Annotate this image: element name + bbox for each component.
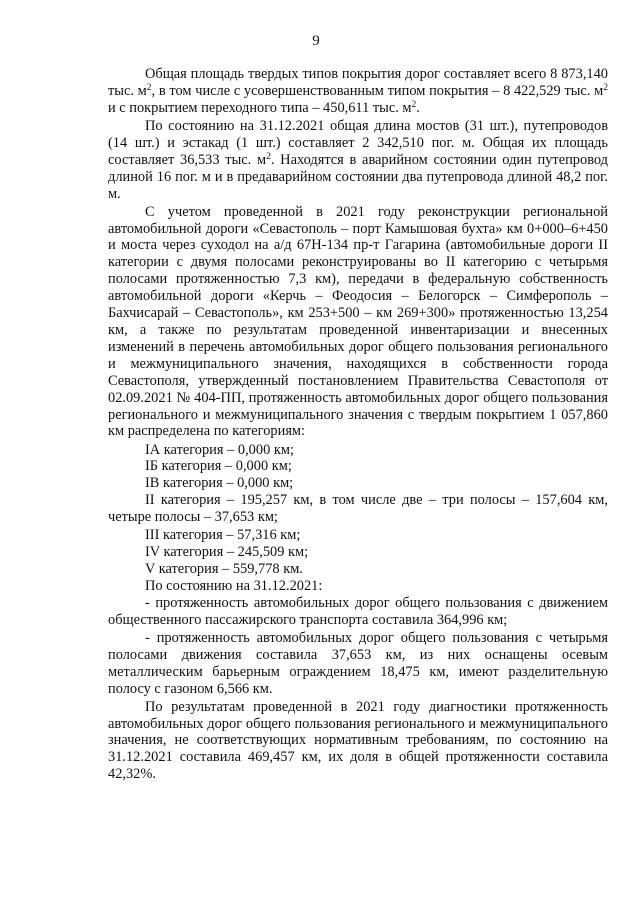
superscript: 2 [603,82,608,93]
category-item: IА категория – 0,000 км; [145,441,294,458]
paragraph-bullet-transport: - протяженность автомобильных дорог общего пользования с движением общественного пассажирского транспорта составила 364,996 км; [108,594,608,628]
category-item: IБ категория – 0,000 км; [145,458,292,475]
text-segment: , в том числе с усовершенствованным типом покрытия – 8 422,529 тыс. м [151,82,604,99]
text-segment: По состоянию на 31.12.2021 общая длина мостов (31 шт.), путепроводов (14 шт.) и эстакад (1 шт.) составляет 2 342,510 пог. м. Общая их площадь составляет 36,533 тыс. м [108,117,608,168]
category-item: IV категория – 245,509 км; [145,544,309,561]
text-segment: . [416,99,420,116]
text-segment: и с покрытием переходного типа – 450,611 тыс. м [108,99,412,116]
category-item-ii: II категория – 195,257 км, в том числе две – три полосы – 157,604 км, четыре полосы – 37,653 км; [108,492,608,526]
paragraph-bullet-four-lanes: - протяженность автомобильных дорог общего пользования с четырьмя полосами движения составила 37,653 км, из них оснащены осевым металлическим барьерным ограждением 18,475 км, имеют разделительную полосу с газоном 6,566 км. [108,629,608,697]
category-item: V категория – 559,778 км. [145,561,303,578]
page-number: 9 [312,33,320,49]
category-item: IВ категория – 0,000 км; [145,475,294,492]
paragraph-diagnostics: По результатам проведенной в 2021 году диагностики протяженность автомобильных дорог общего пользования регионального и межмуниципального значения, не соответствующих нормативным требованиям, по состоянию на 31.12.2021 составила 469,457 км, их доля в общей протяженности составила 42,32%. [108,698,608,783]
text-segment: Общая площадь твердых типов покрытия дорог составляет всего 8 873,140 тыс. м [108,66,608,99]
paragraph-road-surface [108,66,608,117]
document-body [108,66,608,784]
paragraph-status-date: По состоянию на 31.12.2021: [145,577,323,594]
superscript: 2 [146,82,152,93]
category-item: III категория – 57,316 км; [145,527,301,544]
superscript: 2 [266,151,271,162]
paragraph-reconstruction: С учетом проведенной в 2021 году реконструкции региональной автомобильной дороги «Севастополь – порт Камышовая бухта» км 0+000–6+450 и моста через суходол на а/д 67Н-134 пр-т Гагарина (автомобильные дороги II категории с двумя полосами реконструированы во II категорию с четырьмя полосами протяженностью 7,3 км), передачи в федеральную собственность автомобильной дороги «Керчь – Феодосия – Белогорск – Симферополь – Бахчисарай – Севастополь», км 253+500 – км 269+300» протяженностью 13,254 км, а также по результатам проведенной инвентаризации и внесенных изменений в перечень автомобильных дорог общего пользования регионального и межмуниципального значения, находящихся в собственности города Севастополя, утвержденный постановлением Правительства Севастополя от 02.09.2021 № 404-ПП, протяженность автомобильных дорог общего пользования регионального и межмуниципального значения с твердым покрытием 1 057,860 км распределена по категориям: [108,203,608,440]
paragraph-bridges [108,118,608,203]
superscript: 2 [411,99,417,110]
text-segment: . Находятся в аварийном состоянии один путепровод длиной 16 пог. м и в предаварийном состоянии два путепровода длиной 48,2 пог. м. [108,151,608,202]
